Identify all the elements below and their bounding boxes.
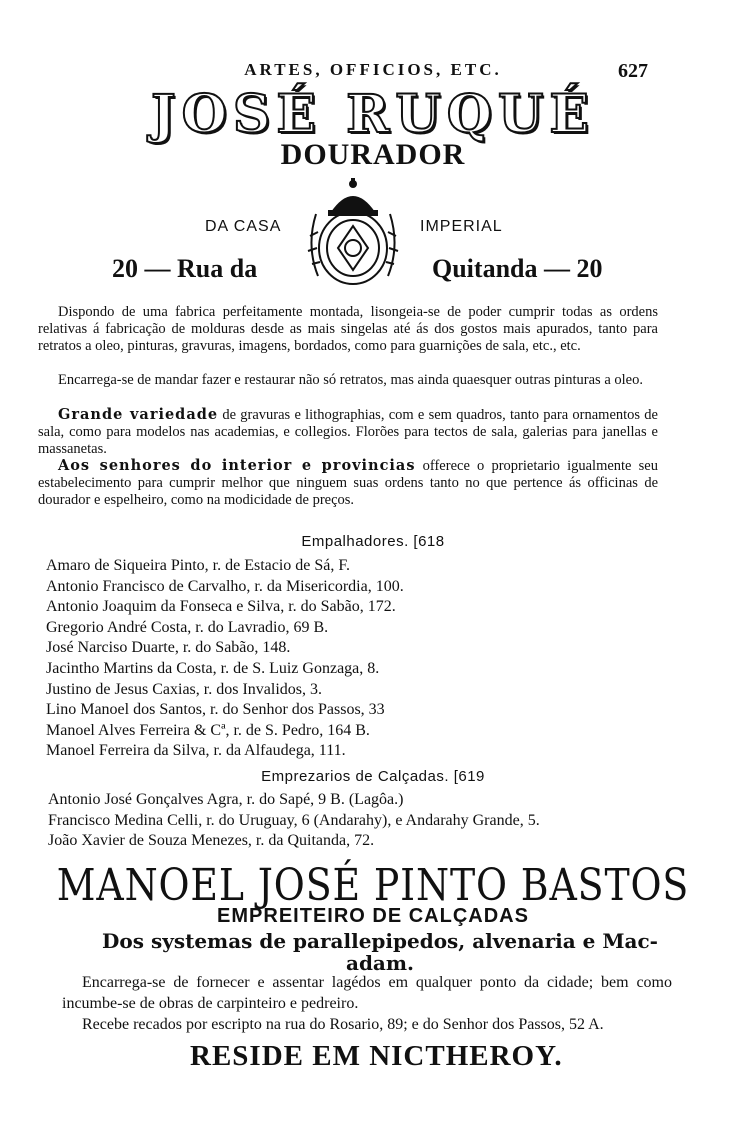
imperial-crest-icon [298,176,408,296]
paragraph-1: Dispondo de uma fabrica perfeitamente montada, lisongeia-se de poder cumprir todas as ordens relativas á fabricação de molduras desde as mais singelas até ás dos gostos mais apurados, tanto para retratos a oleo, pinturas, gravuras, imagens, bordados, como para guarnições de sala, etc., etc. [38,304,658,354]
paragraph-3-lead: Grande variedade [58,406,219,423]
paragraph-4-text: offerece o proprietario igualmente seu estabelecimento para cumprir melhor que ninguem suas ordens tanto no que pertence ás officinas de dourador e espelheiro, como na modicidade de preços. [38,458,658,508]
list-item: João Xavier de Souza Menezes, r. da Quitanda, 72. [48,832,375,850]
address-right: Quitanda — 20 [432,254,603,283]
paragraph-3 [38,406,658,458]
advertiser-profession: DOURADOR [280,138,466,171]
page-number: 627 [618,60,648,82]
section-title-emprezarios: Emprezarios de Calçadas. [619 [261,768,485,785]
advertiser-2-systems: Dos systemas de parallepipedos, alvenaria e Mac-adam. [102,929,658,975]
paragraph-3-text: de gravuras e lithographias, com e sem quadros, tanto para ornamentos de sala, como para modelos nas academias, e collegios. Florões para tectos de sala, galerias para janellas e massanetas. [38,407,658,457]
list-item: Antonio José Gonçalves Agra, r. do Sapé, 9 B. (Lagôa.) [48,791,404,808]
section-title-empalhadores: Empalhadores. [618 [301,533,445,550]
advertiser-2-paragraph-2: Recebe recados por escripto na rua do Rosario, 89; e do Senhor dos Passos, 52 A. [82,1016,604,1033]
emprezarios-list [48,790,688,852]
imperial-label: IMPERIAL [420,218,503,235]
list-item: Manoel Ferreira da Silva, r. da Alfaudega, 111. [46,742,346,760]
da-casa-label: DA CASA [205,218,282,235]
advertiser-2-profession: EMPREITEIRO DE CALÇADAS [217,905,529,927]
list-item: Francisco Medina Celli, r. do Uruguay, 6 (Andarahy), e Andarahy Grande, 5. [48,811,540,829]
list-item: Manoel Alves Ferreira & Cª, r. de S. Pedro, 164 B. [46,721,370,739]
advertiser-2-paragraph-1: Encarrega-se de fornecer e assentar lagédos em qualquer ponto da cidade; bem como incumbe-se de obras de carpinteiro e pedreiro. [62,974,672,1012]
advertiser-2-name: MANOEL JOSÉ PINTO BASTOS [56,860,690,911]
paragraph-4 [38,457,658,509]
list-item: Lino Manoel dos Santos, r. do Senhor dos Passos, 33 [46,701,385,719]
advertiser-name: JOSÉ RUQUÉ [150,84,596,145]
running-header: ARTES, OFFICIOS, ETC. [244,60,502,79]
list-item: Antonio Francisco de Carvalho, r. da Misericordia, 100. [46,577,404,595]
paragraph-2: Encarrega-se de mandar fazer e restaurar não só retratos, mas ainda quaesquer outras pinturas a oleo. [58,372,643,388]
empalhadores-list [46,556,686,762]
list-item: Amaro de Siqueira Pinto, r. de Estacio de Sá, F. [46,557,350,574]
address-left: 20 — Rua da [112,254,258,283]
reside-line: RESIDE EM NICTHEROY. [190,1040,563,1072]
paragraph-4-lead: Aos senhores do interior e provincias [58,457,416,474]
list-item: Jacintho Martins da Costa, r. de S. Luiz Gonzaga, 8. [46,659,380,677]
list-item: José Narciso Duarte, r. do Sabão, 148. [46,639,291,657]
list-item: Gregorio André Costa, r. do Lavradio, 69 B. [46,618,329,636]
list-item: Justino de Jesus Caxias, r. dos Invalidos, 3. [46,680,322,698]
list-item: Antonio Joaquim da Fonseca e Silva, r. do Sabão, 172. [46,598,396,616]
